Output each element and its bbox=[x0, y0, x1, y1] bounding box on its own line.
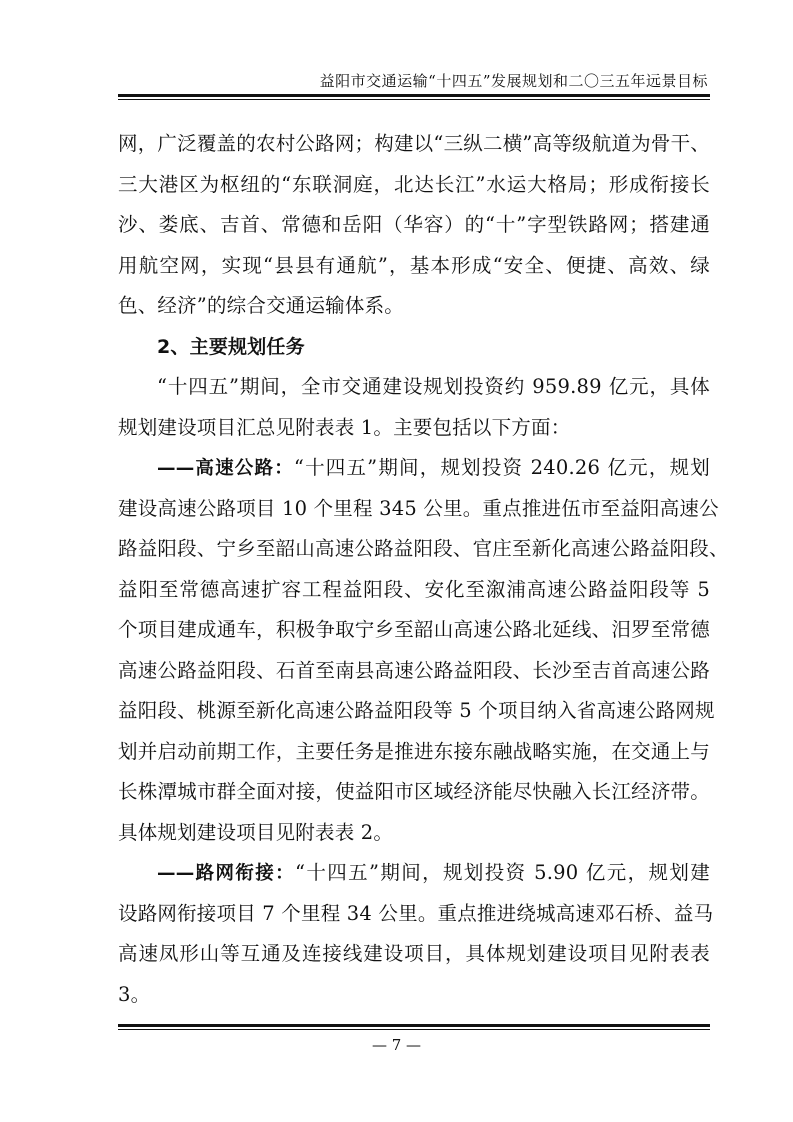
paragraph-line: 3。 bbox=[118, 982, 151, 1006]
paragraph-line: 三大港区为枢纽的“东联洞庭，北达长江”水运大格局；形成衔接长 bbox=[118, 172, 710, 196]
paragraph-line: 个项目建成通车，积极争取宁乡至韶山高速公路北延线、汨罗至常德 bbox=[118, 618, 710, 641]
page-number: — 7 — bbox=[371, 1036, 422, 1054]
paragraph-line: 网，广泛覆盖的农村公路网；构建以“三纵二横”高等级航道为骨干、 bbox=[118, 132, 710, 155]
paragraph-line: 益阳段、桃源至新化高速公路益阳段等 5 个项目纳入省高速公路网规 bbox=[118, 699, 715, 722]
paragraph-line: 划并启动前期工作，主要任务是推进东接东融战略实施，在交通上与 bbox=[118, 739, 710, 763]
paragraph-line bbox=[118, 853, 710, 894]
paragraph-line: 用航空网，实现“县县有通航”，基本形成“安全、便捷、高效、绿 bbox=[118, 253, 710, 277]
paragraph-line: 高速公路益阳段、石首至南县高速公路益阳段、长沙至吉首高速公路 bbox=[118, 658, 710, 682]
footer-double-rule bbox=[118, 1024, 710, 1030]
paragraph-line: 路益阳段、宁乡至韶山高速公路益阳段、官庄至新化高速公路益阳段、 bbox=[118, 537, 729, 560]
paragraph-line: 设路网衔接项目 7 个里程 34 公里。重点推进绕城高速邓石桥、益马 bbox=[118, 901, 714, 925]
paragraph-line: 具体规划建设项目见附表表 2。 bbox=[118, 820, 394, 844]
page-body bbox=[118, 124, 729, 1015]
paragraph-line: 色、经济”的综合交通运输体系。 bbox=[118, 294, 404, 317]
paragraph-line: 建设高速公路项目 10 个里程 345 公里。重点推进伍市至益阳高速公 bbox=[118, 496, 719, 520]
section-heading-line bbox=[118, 327, 710, 368]
paragraph-line: 规划建设项目汇总见附表表 1。主要包括以下方面： bbox=[118, 415, 571, 439]
running-header-title: 益阳市交通运输“十四五”发展规划和二〇三五年远景目标 bbox=[319, 72, 708, 90]
paragraph-line: 益阳至常德高速扩容工程益阳段、安化至溆浦高速公路益阳段等 5 bbox=[118, 577, 710, 601]
paragraph-text: “十四五”期间，规划投资 240.26 亿元，规划 bbox=[293, 456, 710, 479]
paragraph-line: “十四五”期间，全市交通建设规划投资约 959.89 亿元，具体 bbox=[157, 375, 710, 398]
paragraph-line: 长株潭城市群全面对接，使益阳市区域经济能尽快融入长江经济带。 bbox=[118, 780, 710, 803]
section-heading: 2、主要规划任务 bbox=[157, 335, 305, 358]
header-double-rule bbox=[118, 94, 710, 100]
road-network-lead-label: ——路网衔接： bbox=[157, 863, 295, 884]
paragraph-line: 高速凤形山等互通及连接线建设项目，具体规划建设项目见附表表 bbox=[118, 942, 710, 965]
highway-lead-label: ——高速公路： bbox=[157, 458, 294, 479]
paragraph-line: 沙、娄底、吉首、常德和岳阳（华容）的“十”字型铁路网；搭建通 bbox=[118, 213, 710, 236]
paragraph-text: “十四五”期间，规划投资 5.90 亿元，规划建 bbox=[295, 861, 710, 884]
paragraph-line bbox=[118, 448, 710, 489]
